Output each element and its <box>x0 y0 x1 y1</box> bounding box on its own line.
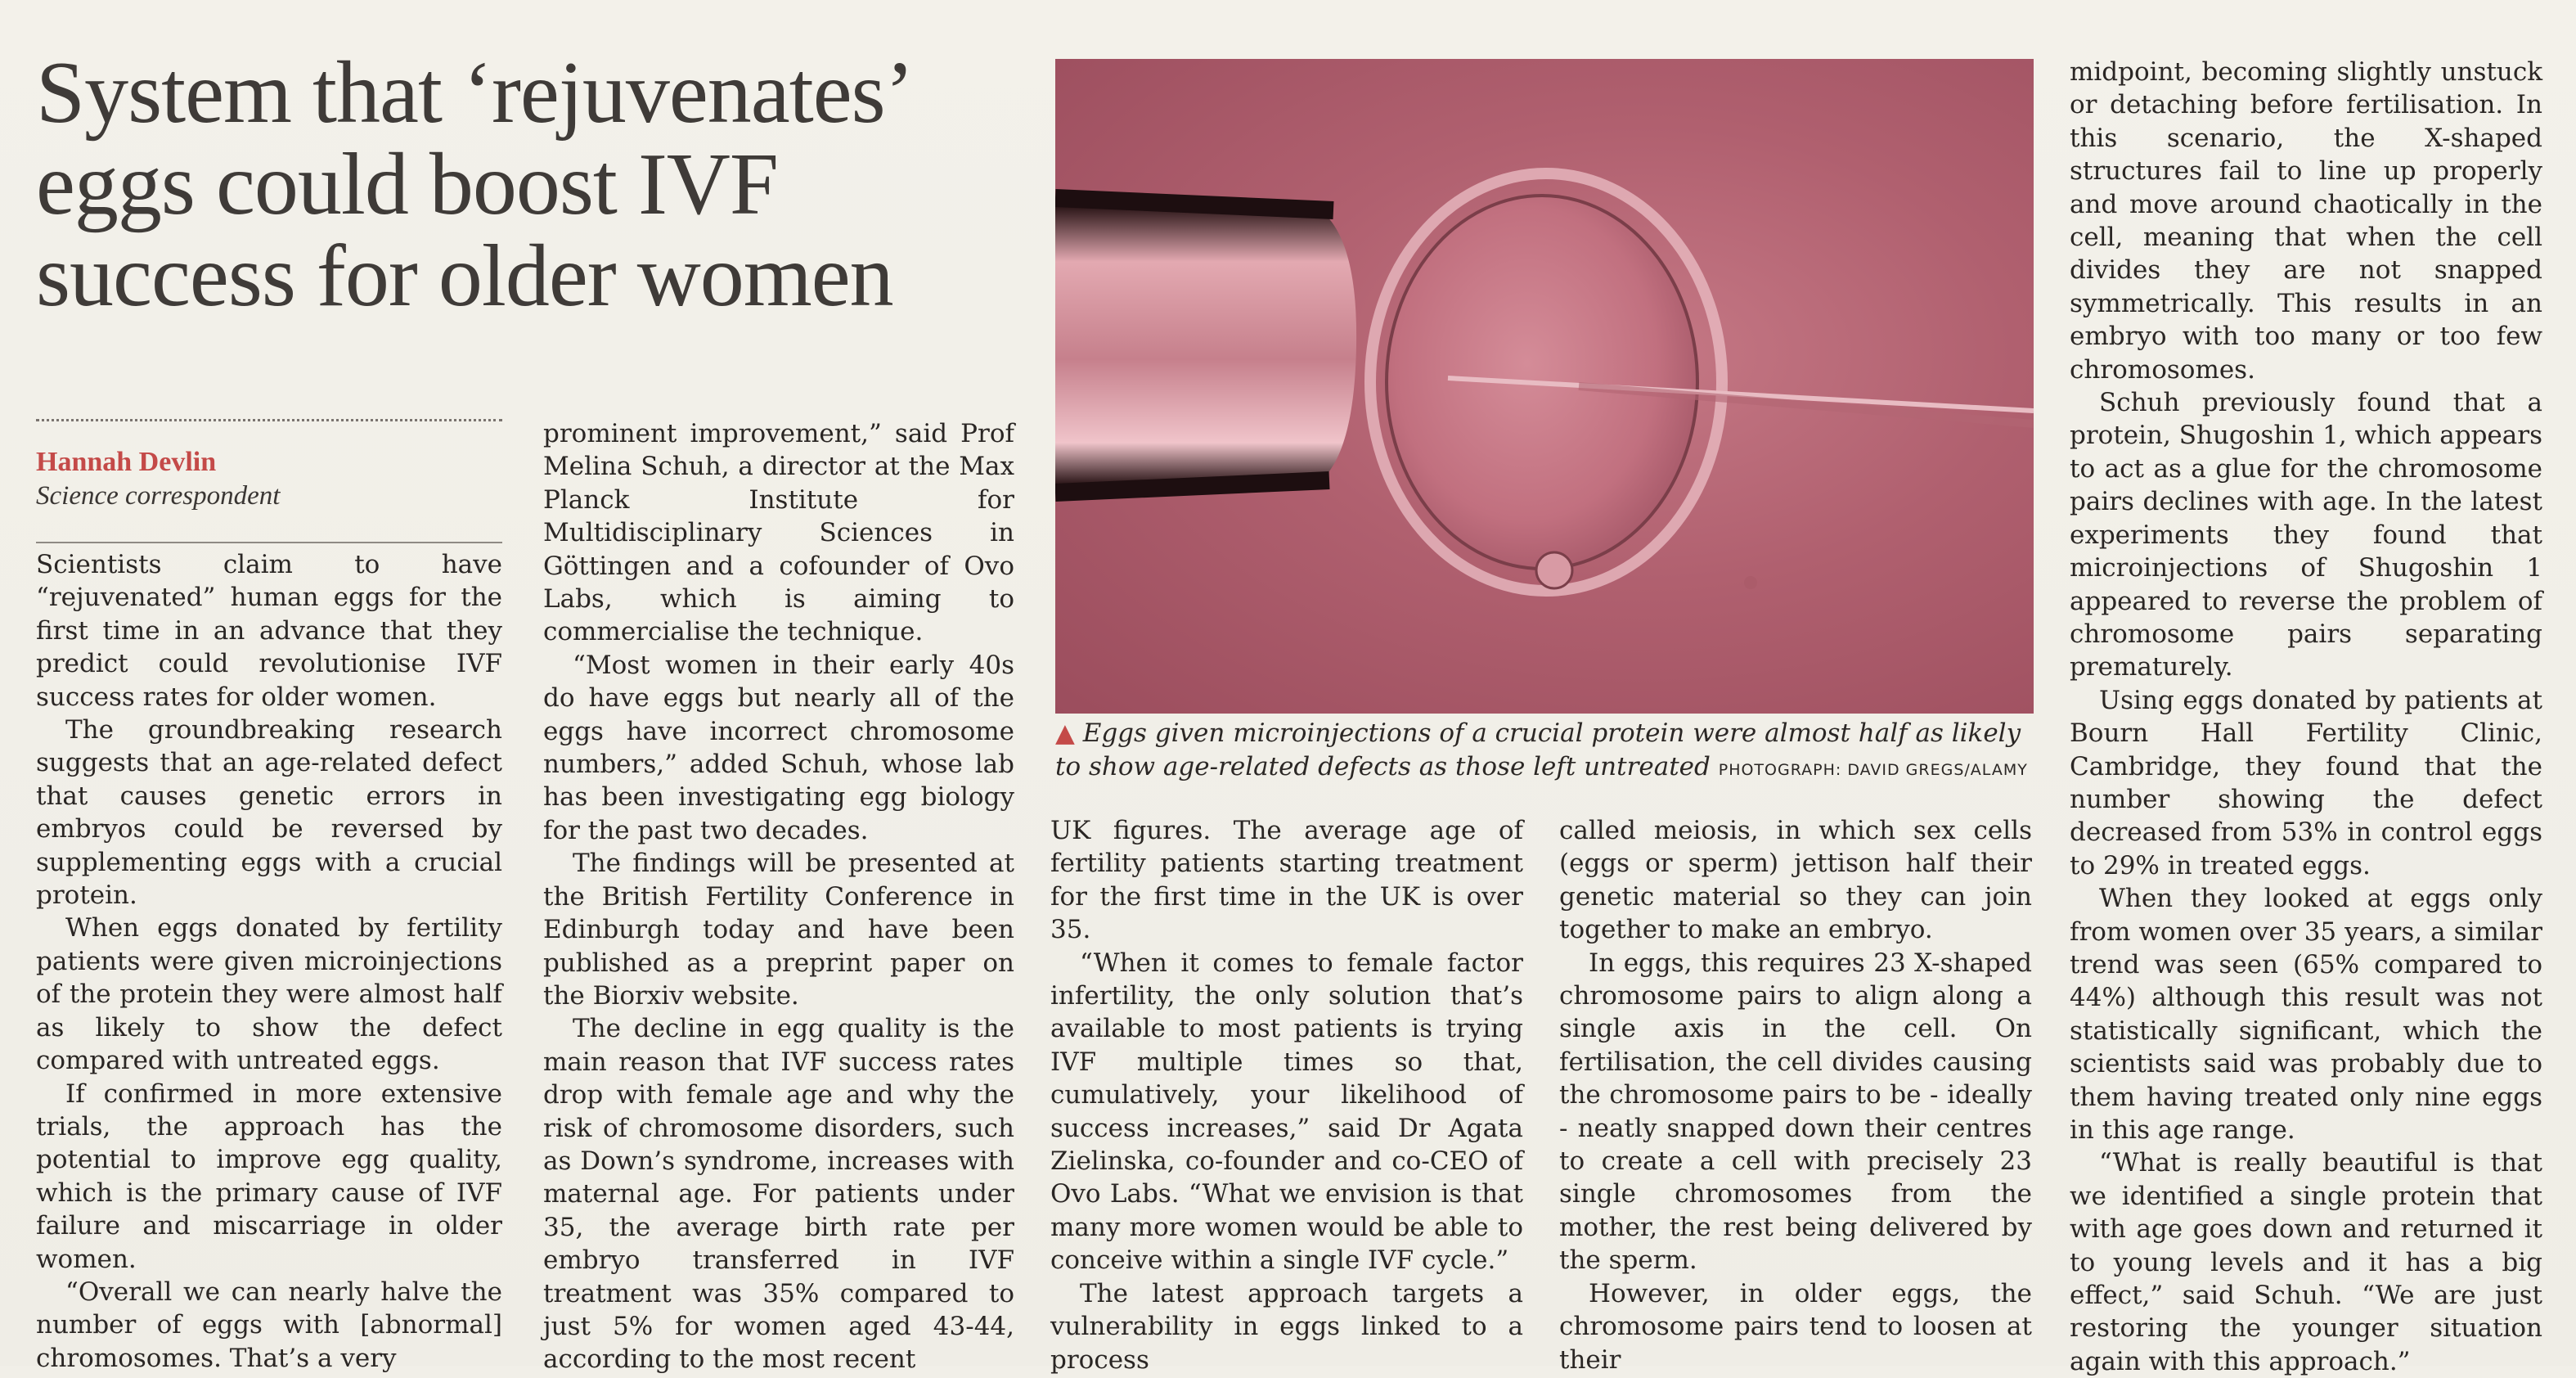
article-column-5 <box>2070 56 2542 1378</box>
paragraph: Using eggs donated by patients at Bourn Hall Fertility Clinic, Cambridge, they found that the number showing the defect decreased from 53% in control eggs to 29% in treated eggs. <box>2070 685 2542 880</box>
paragraph: However, in older eggs, the chromosome pairs tend to loosen at their <box>1559 1278 2032 1375</box>
photo-caption <box>1055 717 2037 787</box>
paragraph: Schuh previously found that a protein, Shugoshin 1, which appears to act as a glue for the chromosome pairs declines with age. In the latest experiments they found that microinjections of Shugoshin 1 appeared to reverse the problem of chromosome pairs separating prematurely. <box>2070 388 2542 682</box>
byline-role: Science correspondent <box>36 481 281 511</box>
article-column-1 <box>36 548 502 1375</box>
paragraph: UK figures. The average age of fertility patients starting treatment for the first time in the UK is over 35. <box>1050 816 1523 945</box>
paragraph: “Most women in their early 40s do have eggs but nearly all of the eggs have incorrect chromosome numbers,” added Schuh, whose lab has been investigating egg biology for the past two decades. <box>543 650 1014 845</box>
byline-name: Hannah Devlin <box>36 447 217 477</box>
paragraph: “Overall we can nearly halve the number of eggs with [abnormal] chromosomes. That’s a very <box>36 1277 502 1373</box>
article-column-2 <box>543 417 1014 1376</box>
microinjection-photo-icon <box>1055 59 2034 714</box>
paragraph: When eggs donated by fertility patients were given microinjections of the protein they were almost half as likely to show the defect compared with untreated eggs. <box>36 913 502 1076</box>
paragraph: The latest approach targets a vulnerability in eggs linked to a process <box>1050 1278 1523 1375</box>
paragraph: prominent improvement,” said Prof Melina Schuh, a director at the Max Planck Institute for Multidisciplinary Sciences in Göttingen and a cofounder of Ovo Labs, which is aiming to commercialise the technique. <box>543 419 1014 647</box>
paragraph: called meiosis, in which sex cells (eggs or sperm) jettison half their genetic material so they can join together to make an embryo. <box>1559 816 2032 945</box>
article-photo <box>1055 59 2034 714</box>
paragraph: Scientists claim to have “rejuvenated” human eggs for the first time in an advance that they predict could revolutionise IVF success rates for older women. <box>36 550 502 712</box>
caption-text: Eggs given microinjections of a crucial protein were almost half as likely to show age-related defects as those left untreated <box>1055 718 2021 781</box>
caption-triangle-icon: ▲ <box>1055 718 1075 748</box>
byline-divider-bottom <box>36 542 502 543</box>
article-column-4 <box>1559 814 2032 1376</box>
paragraph: The decline in egg quality is the main reason that IVF success rates drop with female age and why the risk of chromosome disorders, such as Down’s syndrome, increases with maternal age. For patients under 35, the average birth rate per embryo transferred in IVF treatment was 35% compared to just 5% for women aged 43-44, according to the most recent <box>543 1014 1014 1375</box>
paragraph: “What is really beautiful is that we identified a single protein that with age goes down and returned it to young levels and it has a big effect,” said Schuh. “We are just restoring the younger situation again with this approach.” <box>2070 1148 2542 1376</box>
paragraph: “When it comes to female factor infertility, the only solution that’s available to most patients is trying IVF multiple times so that, cumulatively, your likelihood of success increases,” said Dr Agata Zielinska, co-founder and co-CEO of Ovo Labs. “What we envision is that many more women would be able to conceive within a single IVF cycle.” <box>1050 948 1523 1276</box>
paragraph: The groundbreaking research suggests that an age-related defect that causes genetic errors in embryos could be reversed by supplementing eggs with a crucial protein. <box>36 715 502 911</box>
headline: System that ‘rejuvenates’ eggs could boost IVF success for older women <box>36 44 907 325</box>
paragraph: midpoint, becoming slightly unstuck or detaching before fertilisation. In this scenario, the X-shaped structures fail to line up properly and move around chaotically in the cell, meaning that when the cell divides they are not snapped symmetrically. This results in an embryo with too many or too few chromosomes. <box>2070 57 2542 385</box>
article-column-3 <box>1050 814 1523 1376</box>
photo-credit: PHOTOGRAPH: DAVID GREGS/ALAMY <box>1718 761 2028 779</box>
paragraph: The findings will be presented at the British Fertility Conference in Edinburgh today and have been published as a preprint paper on the Biorxiv website. <box>543 849 1014 1011</box>
byline-divider <box>36 419 502 421</box>
paragraph: When they looked at eggs only from women over 35 years, a similar trend was seen (65% compared to 44%) although this result was not statistically significant, which the scientists said was probably due to them having treated only nine eggs in this age range. <box>2070 884 2542 1145</box>
paragraph: If confirmed in more extensive trials, the approach has the potential to improve egg quality, which is the primary cause of IVF failure and miscarriage in older women. <box>36 1079 502 1274</box>
paragraph: In eggs, this requires 23 X-shaped chromosome pairs to align along a single axis in the cell. On fertilisation, the cell divides causing the chromosome pairs to be - ideally - neatly snapped down their centres to create a cell with precisely 23 single chromosomes from the mother, the rest being delivered by the sperm. <box>1559 948 2032 1276</box>
